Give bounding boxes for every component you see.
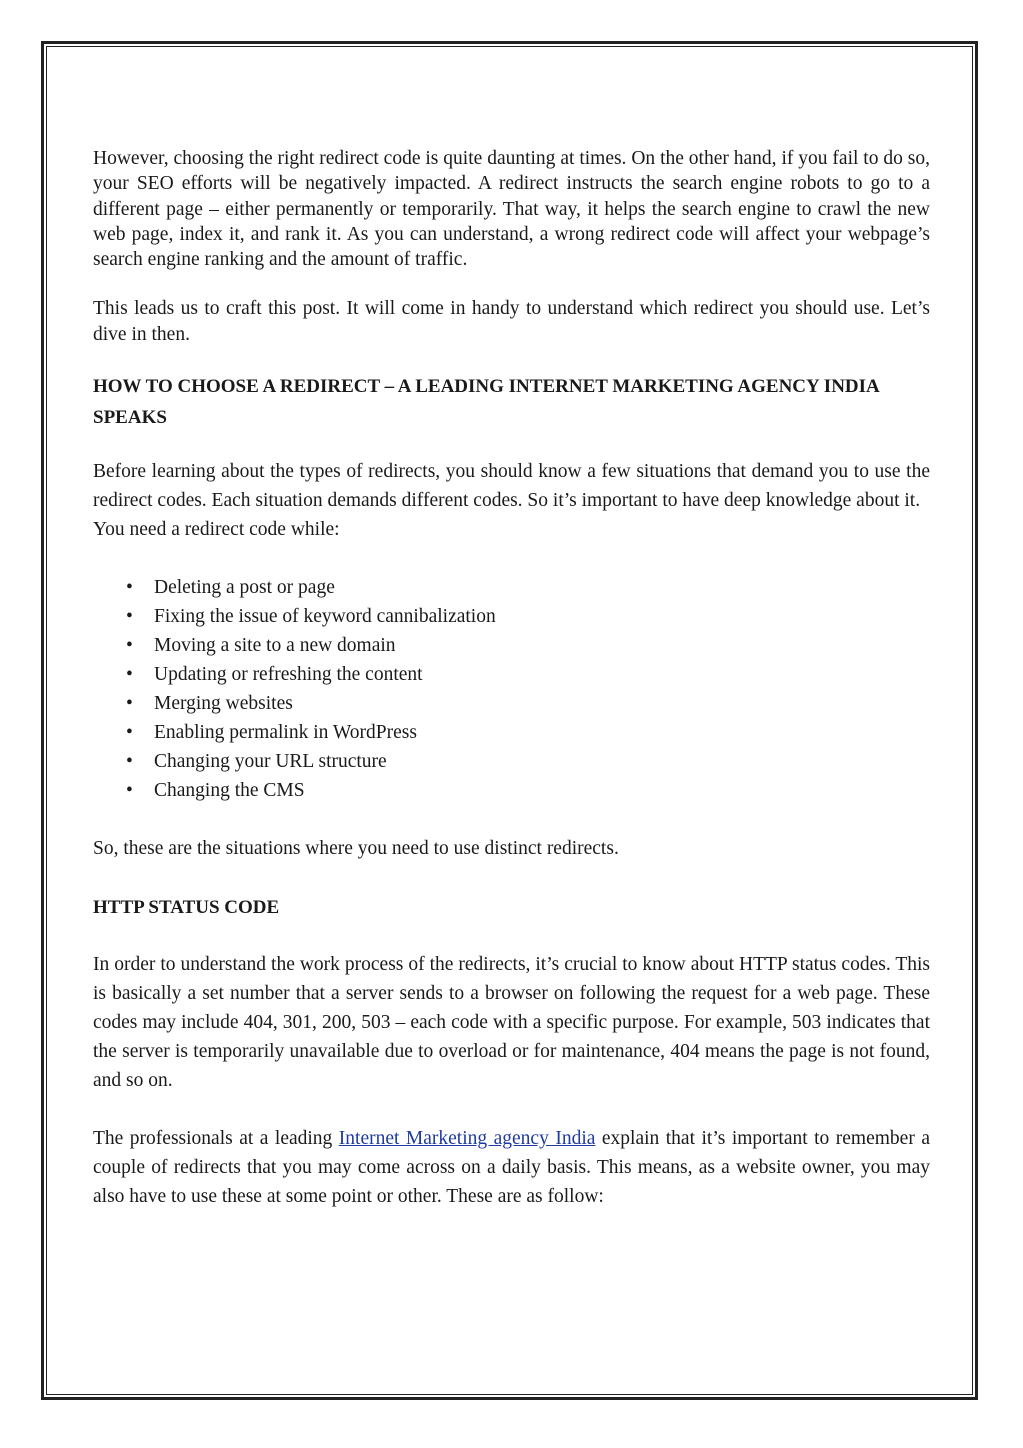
heading-http-status-code: HTTP STATUS CODE (93, 897, 280, 919)
list-item: • Moving a site to a new domain (93, 631, 930, 660)
internet-marketing-agency-link[interactable]: Internet Marketing agency India (338, 1128, 596, 1150)
list-item: • Merging websites (93, 689, 930, 718)
paragraph-post-purpose: This leads us to craft this post. It will come in handy to understand which redirect you should use. Let’s dive in then. (93, 298, 930, 345)
heading-how-to-choose: HOW TO CHOOSE A REDIRECT – A LEADING INTERNET MARKETING AGENCY INDIA SPEAKS (93, 376, 879, 429)
list-item: • Deleting a post or page (93, 573, 930, 602)
paragraph-professionals-start: The professionals at a leading (93, 1128, 339, 1150)
paragraph-professionals (93, 1124, 930, 1211)
list-item: • Enabling permalink in WordPress (93, 718, 930, 747)
list-item: • Fixing the issue of keyword cannibalization (93, 602, 930, 631)
paragraph-situations-summary: So, these are the situations where you need to use distinct redirects. (93, 838, 619, 860)
situations-list (93, 573, 930, 805)
paragraph-professionals-end: explain that it’s important to remember a couple of redirects that you may come across on a daily basis. This means, as a website owner, you may also have to use these at some point or other. These are as follow: (93, 1128, 930, 1208)
paragraph-need-redirect: You need a redirect code while: (93, 519, 340, 541)
list-item: • Changing the CMS (93, 776, 930, 805)
list-item: • Updating or refreshing the content (93, 660, 930, 689)
list-item: • Changing your URL structure (93, 747, 930, 776)
paragraph-redirect-intro: However, choosing the right redirect code is quite daunting at times. On the other hand, if you fail to do so, your SEO efforts will be negatively impacted. A redirect instructs the search engine robots to go to a different page – either permanently or temporarily. That way, it helps the search engine to crawl the new web page, index it, and rank it. As you can understand, a wrong redirect code will affect your webpage’s search engine ranking and the amount of traffic. (93, 148, 930, 271)
paragraph-situations-intro: Before learning about the types of redirects, you should know a few situations that demand you to use the redirect codes. Each situation demands different codes. So it’s important to have deep knowledge about it. (93, 461, 930, 512)
paragraph-http-status: In order to understand the work process of the redirects, it’s crucial to know about HTTP status codes. This is basically a set number that a server sends to a browser on following the request for a web page. These codes may include 404, 301, 200, 503 – each code with a specific purpose. For example, 503 indicates that the server is temporarily unavailable due to overload or for maintenance, 404 means the page is not found, and so on. (93, 954, 930, 1092)
document-body (93, 146, 930, 1211)
